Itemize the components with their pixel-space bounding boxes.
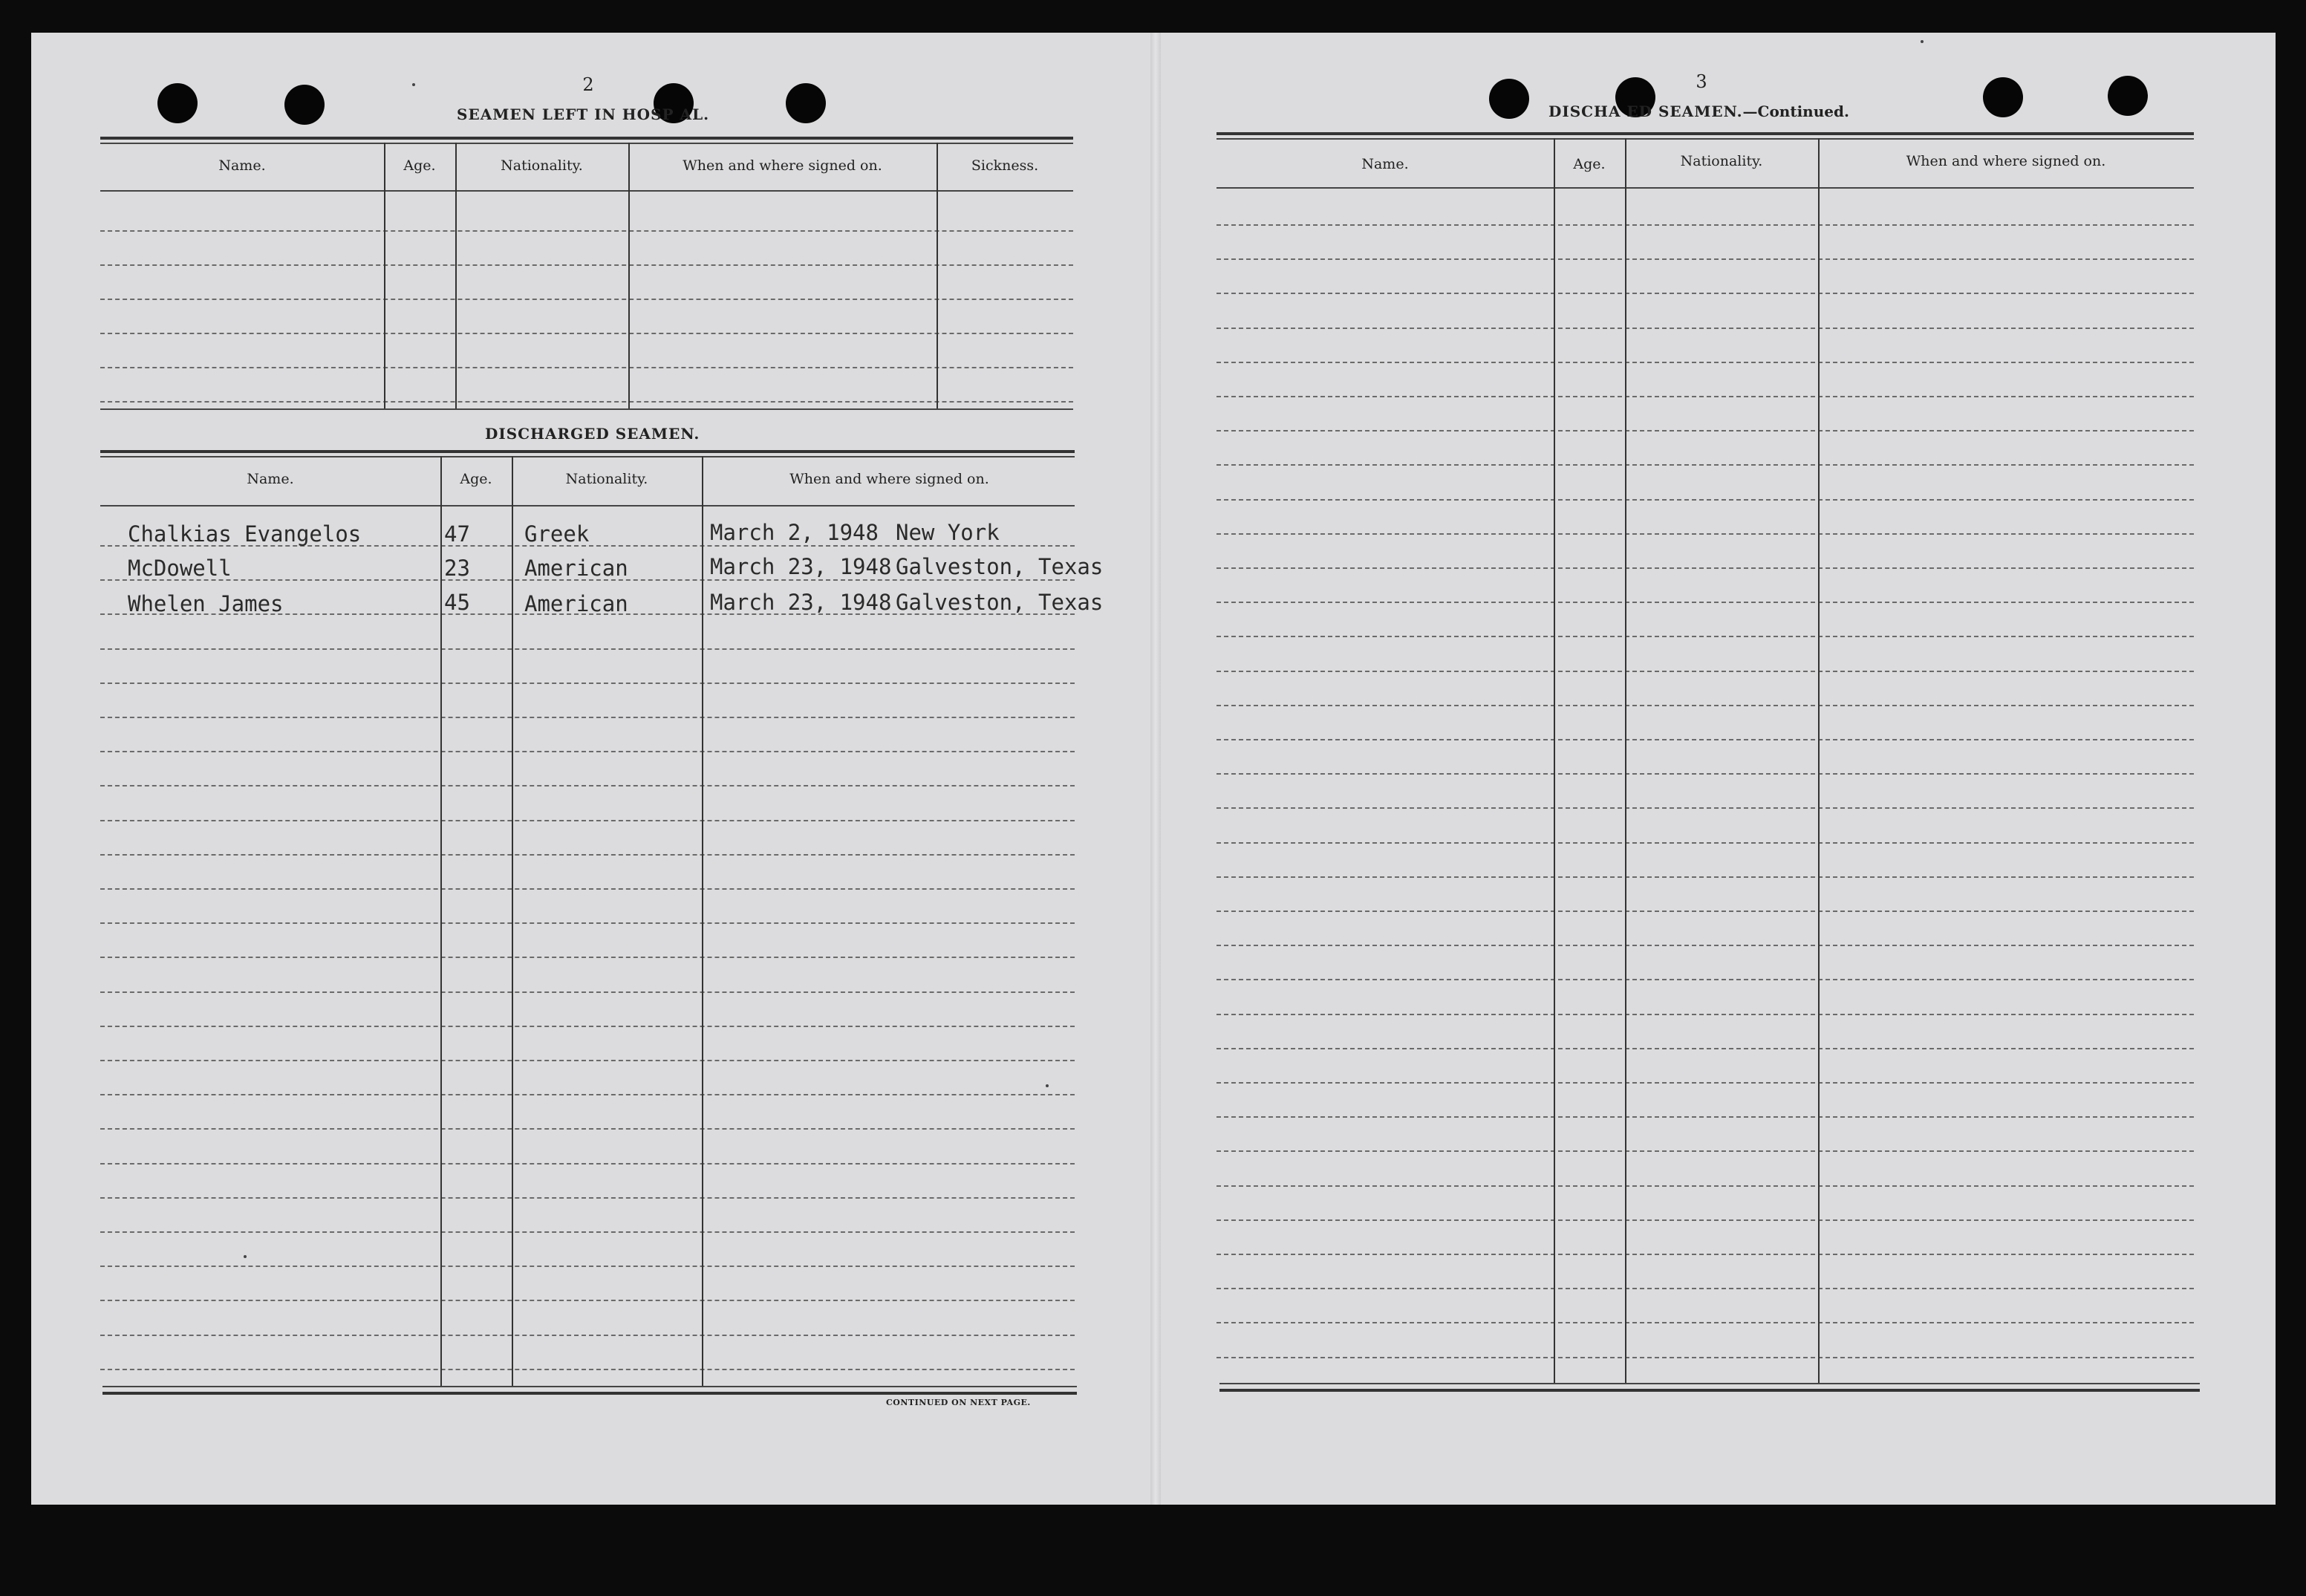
row-line <box>100 991 1075 993</box>
row-line <box>100 1060 1075 1061</box>
row-line <box>1216 1048 2194 1049</box>
row-line <box>1216 842 2194 844</box>
row-line <box>1216 636 2194 637</box>
right-page <box>1156 33 2276 1505</box>
row-line <box>1216 328 2194 329</box>
row-line <box>1216 224 2194 226</box>
row-line <box>1216 1185 2194 1187</box>
right-bottom-rule <box>1219 1383 2200 1384</box>
row-line <box>1216 1014 2194 1015</box>
row-line <box>1216 464 2194 466</box>
discharged-header-name: Name. <box>247 471 294 487</box>
right-col-divider <box>1625 138 1626 1383</box>
discharged-col-divider <box>440 456 442 1387</box>
punch-hole <box>2108 76 2148 116</box>
row-line <box>100 957 1075 958</box>
row-line <box>1216 1288 2194 1289</box>
row-3-name: Whelen James <box>128 591 284 616</box>
paper-speck <box>412 83 415 86</box>
row-line <box>1216 1116 2194 1118</box>
row-line <box>100 1335 1075 1336</box>
row-line <box>1216 911 2194 912</box>
right-col-divider <box>1554 138 1555 1383</box>
row-line <box>1216 567 2194 569</box>
row-line <box>1216 396 2194 397</box>
row-1-date: March 2, 1948 <box>710 520 879 545</box>
row-line <box>1216 1322 2194 1323</box>
row-2-nationality: American <box>524 556 628 581</box>
row-line <box>100 1026 1075 1027</box>
hospital-header-rule <box>100 190 1073 192</box>
discharged-header-rule <box>100 505 1075 507</box>
hospital-row-line <box>100 401 1073 403</box>
row-line <box>1216 499 2194 501</box>
paper-speck <box>1921 40 1924 43</box>
hospital-row-line <box>100 333 1073 334</box>
page-number-left: 2 <box>582 74 594 95</box>
discharged-continued-title <box>1548 102 1849 120</box>
row-line <box>1216 945 2194 946</box>
punch-hole <box>157 83 198 123</box>
row-line <box>100 922 1075 924</box>
right-rule <box>1216 132 2194 135</box>
hospital-col-divider <box>937 143 938 408</box>
row-2-place: Galveston, Texas <box>896 554 1104 579</box>
hospital-header-signed-on: When and where signed on. <box>683 157 882 174</box>
row-line <box>1216 705 2194 706</box>
right-rule <box>1216 138 2194 140</box>
hospital-section-title: SEAMEN LEFT IN HOSP AL. <box>457 105 710 123</box>
row-line <box>1216 1082 2194 1084</box>
discharged-continued-title-main: DISCHA ED SEAMEN. <box>1548 102 1743 120</box>
hospital-header-nationality: Nationality. <box>501 157 583 174</box>
row-3-place: Galveston, Texas <box>896 590 1104 615</box>
hospital-row-line <box>100 230 1073 232</box>
discharged-header-nationality: Nationality. <box>565 471 648 487</box>
row-line <box>1216 1219 2194 1221</box>
row-line <box>1216 362 2194 363</box>
row-line <box>100 1197 1075 1199</box>
row-line <box>1216 602 2194 603</box>
discharged-rule <box>100 456 1075 457</box>
page-crease <box>1150 33 1161 1505</box>
discharged-header-signed-on: When and where signed on. <box>789 471 989 487</box>
row-3-age: 45 <box>444 590 470 615</box>
punch-hole <box>284 85 325 125</box>
row-line <box>100 683 1075 684</box>
hospital-row-line <box>100 299 1073 300</box>
right-bottom-rule <box>1219 1389 2200 1392</box>
row-line <box>100 820 1075 821</box>
hospital-bottom-rule <box>100 408 1073 410</box>
row-2-name: McDowell <box>128 556 232 581</box>
row-line <box>1216 1357 2194 1358</box>
row-line <box>100 1369 1075 1370</box>
row-line <box>100 854 1075 856</box>
row-line <box>100 1094 1075 1095</box>
hospital-row-line <box>100 367 1073 368</box>
row-3-nationality: American <box>524 591 628 616</box>
punch-hole <box>786 83 826 123</box>
row-1-name: Chalkias Evangelos <box>128 521 362 547</box>
page-number-right: 3 <box>1696 71 1707 92</box>
row-line <box>100 1231 1075 1233</box>
row-line <box>1216 258 2194 260</box>
row-line <box>100 717 1075 718</box>
row-line <box>1216 430 2194 431</box>
row-line <box>100 888 1075 890</box>
discharged-continued-title-suffix: —Continued. <box>1742 102 1849 120</box>
discharged-bottom-rule <box>102 1386 1077 1387</box>
discharged-bottom-rule <box>102 1392 1077 1395</box>
row-line <box>100 751 1075 752</box>
right-header-nationality: Nationality. <box>1680 153 1763 169</box>
row-line <box>100 1163 1075 1165</box>
right-header-name: Name. <box>1361 156 1409 172</box>
hospital-rule <box>100 137 1073 140</box>
row-line <box>1216 876 2194 878</box>
row-line <box>1216 533 2194 535</box>
row-line <box>1216 739 2194 740</box>
hospital-header-age: Age. <box>403 157 436 174</box>
row-line <box>100 1128 1075 1130</box>
right-col-divider <box>1818 138 1820 1383</box>
paper-speck <box>244 1255 247 1258</box>
hospital-col-divider <box>384 143 385 408</box>
paper-speck <box>1046 1084 1049 1087</box>
row-line <box>1216 979 2194 980</box>
discharged-rule <box>100 450 1075 453</box>
hospital-row-line <box>100 264 1073 266</box>
row-2-date: March 23, 1948 <box>710 554 892 579</box>
row-1-nationality: Greek <box>524 521 590 547</box>
row-3-date: March 23, 1948 <box>710 590 892 615</box>
row-2-age: 23 <box>444 556 470 581</box>
right-header-rule <box>1216 187 2194 189</box>
row-line <box>1216 293 2194 294</box>
right-header-signed-on: When and where signed on. <box>1906 153 2106 169</box>
row-line <box>1216 1150 2194 1152</box>
hospital-header-sickness: Sickness. <box>971 157 1039 174</box>
row-line <box>1216 671 2194 672</box>
row-line <box>100 648 1075 650</box>
discharged-col-divider <box>512 456 513 1387</box>
discharged-section-title: DISCHARGED SEAMEN. <box>485 425 700 443</box>
hospital-header-name: Name. <box>218 157 266 174</box>
row-line <box>100 1266 1075 1267</box>
row-line <box>1216 773 2194 775</box>
row-line <box>1216 807 2194 809</box>
row-1-place: New York <box>896 520 1000 545</box>
row-line <box>1216 1254 2194 1255</box>
hospital-col-divider <box>455 143 457 408</box>
left-page <box>31 33 1157 1505</box>
row-line <box>100 1300 1075 1301</box>
continued-note: CONTINUED ON NEXT PAGE. <box>886 1398 1031 1407</box>
row-line <box>100 785 1075 786</box>
discharged-header-age: Age. <box>460 471 492 487</box>
punch-hole <box>1983 77 2023 117</box>
punch-hole <box>1489 79 1529 119</box>
right-header-age: Age. <box>1573 156 1606 172</box>
row-1-age: 47 <box>444 521 470 547</box>
hospital-rule <box>100 143 1073 144</box>
discharged-col-divider <box>702 456 703 1387</box>
hospital-col-divider <box>628 143 630 408</box>
